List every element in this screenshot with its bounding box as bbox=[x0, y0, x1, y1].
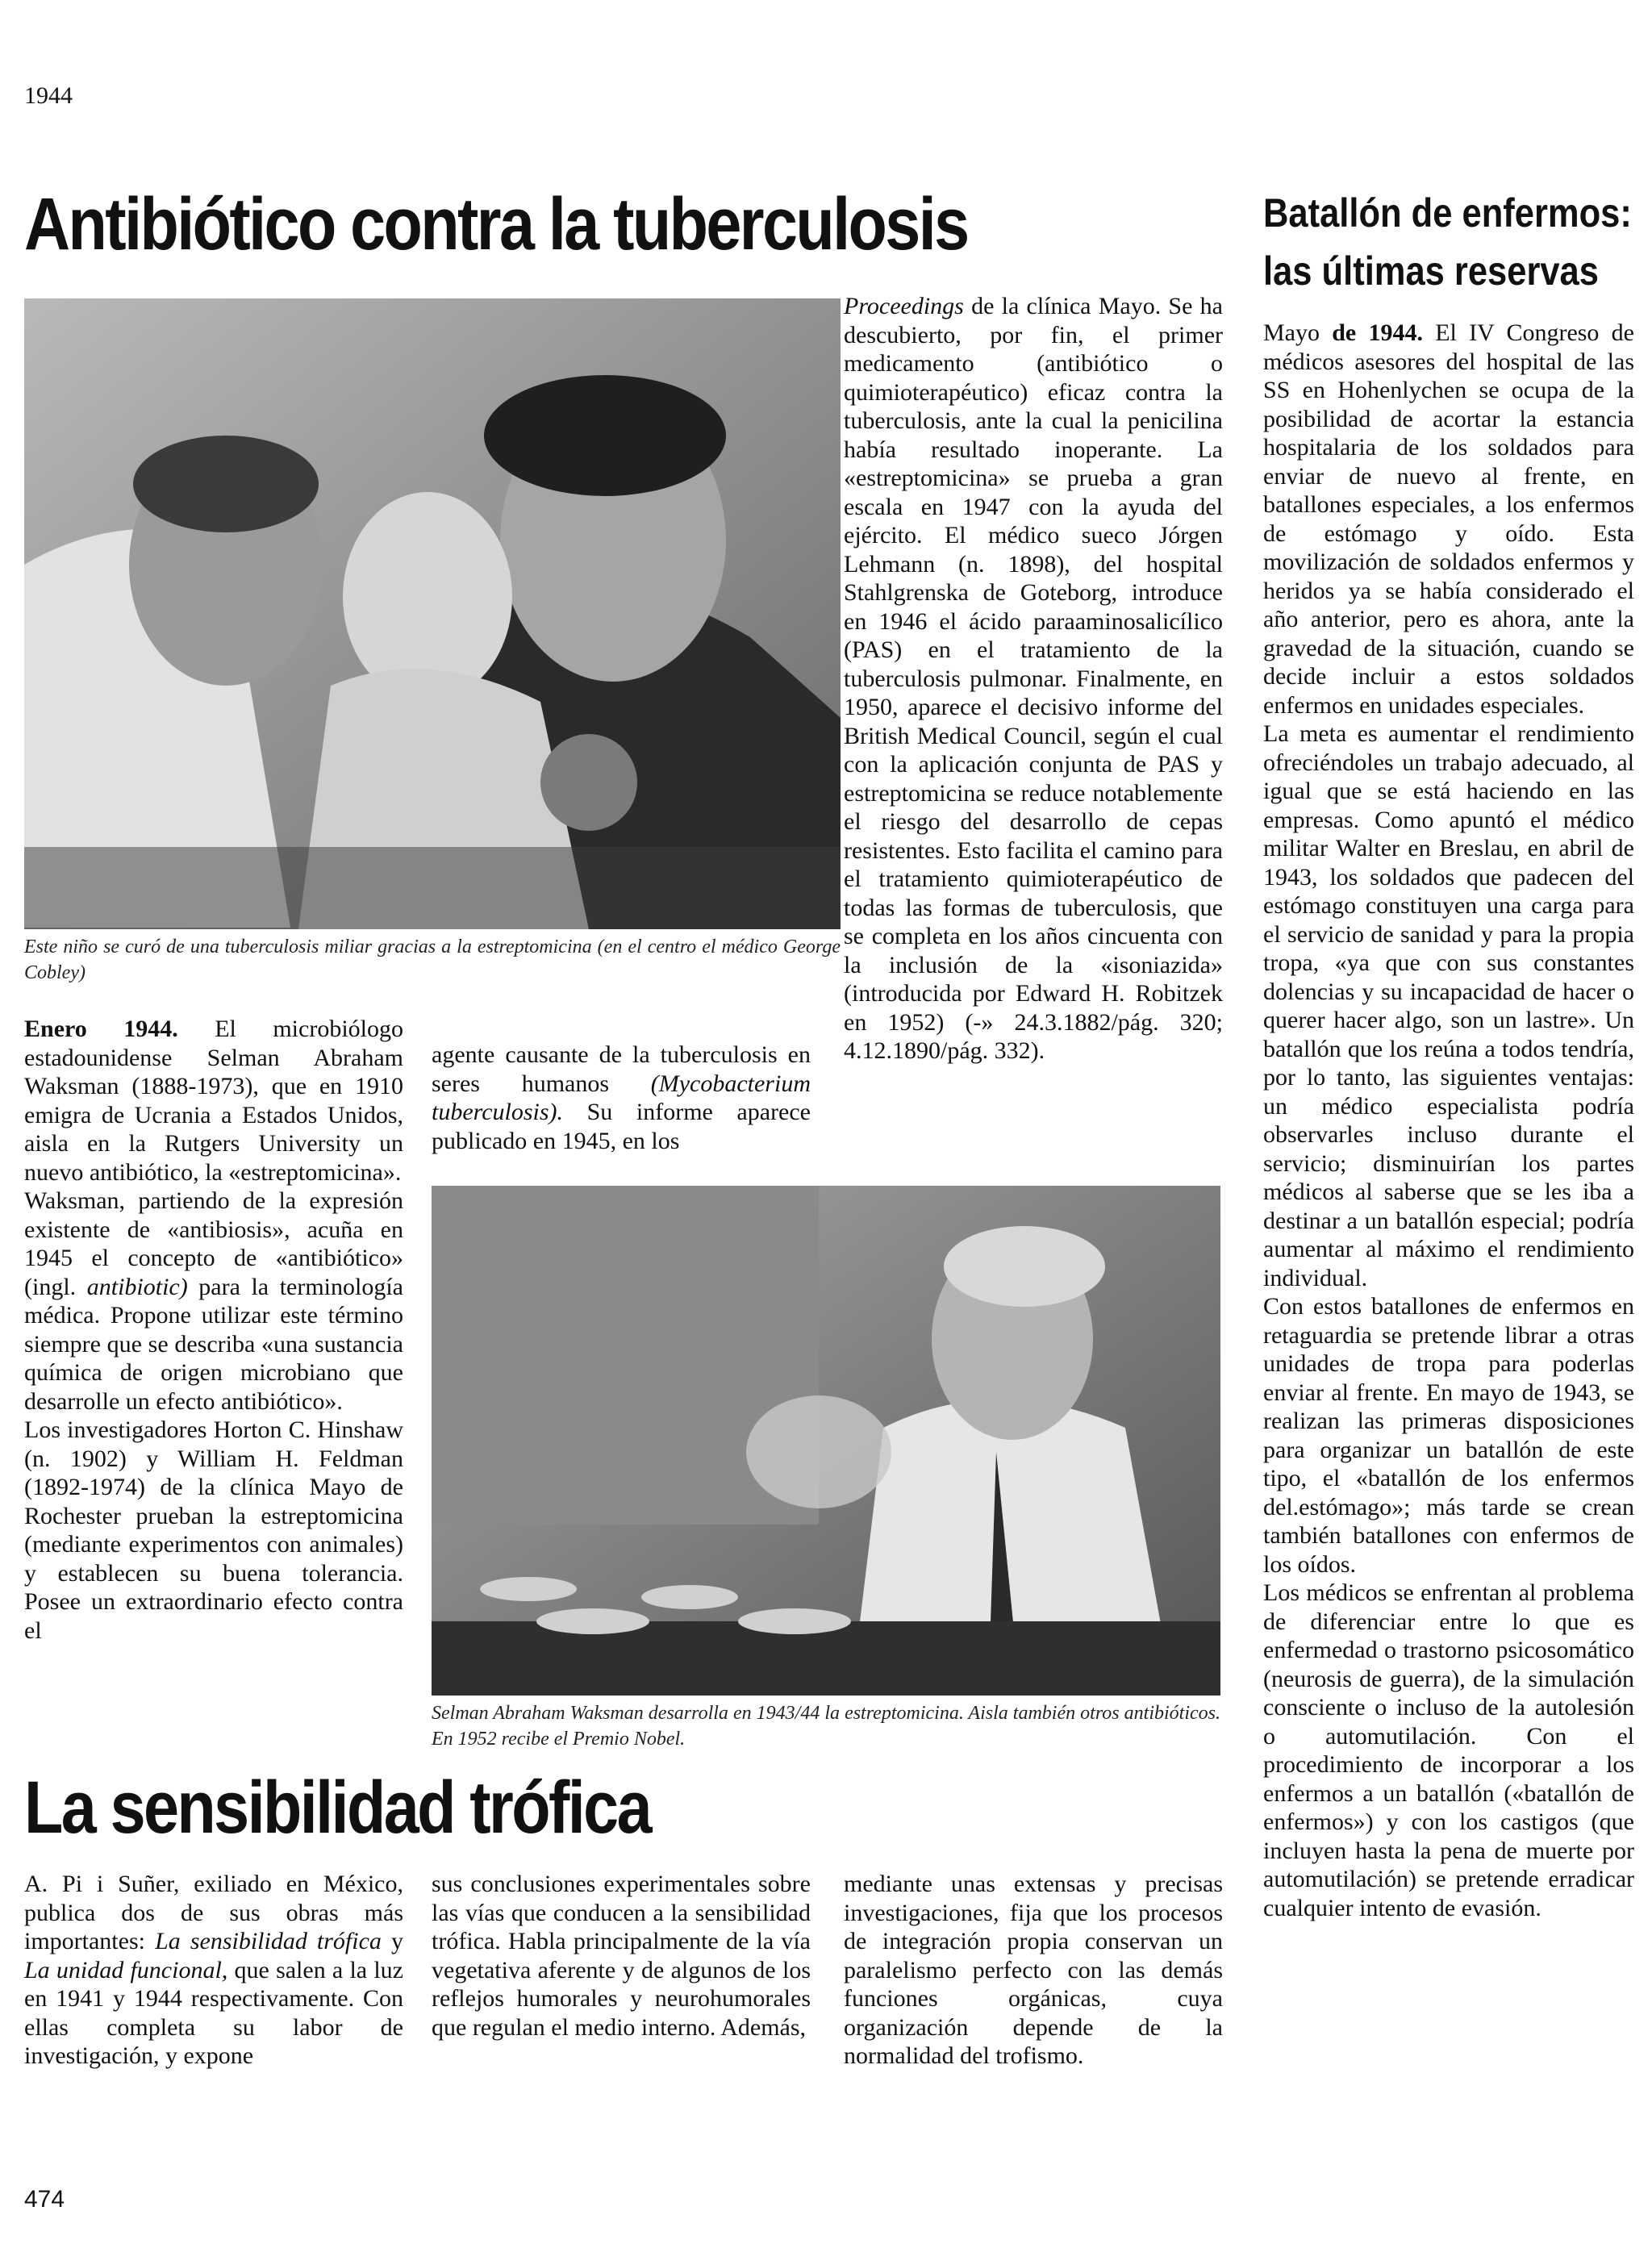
side-p3: Con estos batallones de enfermos en retaguardia se pretende librar a otras unidades de tropa para poderlas enviar al frente. En mayo de 1943, se realizan las primeras disposiciones para organizar un batallón de este tipo, el «batallón de los enfermos del.estómago»; más tarde se crean también batallones con enfermos de los oídos. bbox=[1263, 1293, 1634, 1578]
trophic-col1-c: que salen a la luz en 1941 y 1944 respectivamente. Con ellas completa su labor de investigación, y expone bbox=[24, 1956, 403, 2069]
main-col3-text: de la clínica Mayo. Se ha descubierto, por fin, el primer medicamento (antibiótico o quimioterapéutico) eficaz contra la tuberculosis, ante la cual la penicilina había resultado inoperante. La «estreptomicina» se prueba a gran escala en 1947 con la ayuda del ejército. El médico sueco Jórgen Lehmann (n. 1898), del hospital Stahlgrenska de Goteborg, introduce en 1946 el ácido paraaminosalicílico (PAS) en el tratamiento de la tuberculosis pulmonar. Finalmente, en 1950, aparece el decisivo informe del British Medical Council, según el cual con la aplicación conjunta de PAS y estreptomicina se reduce notablemente el riesgo del desarrollo de cepas resistentes. Esto facilita el camino para el tratamiento quimioterapéutico de todas las formas de tuberculosis, que se completa en los años cincuenta con la inclusión de la «isoniazida» (introducida por Edward H. Robitzek en 1952) (-» 24.3.1882/pág. 320; 4.12.1890/pág. 332). bbox=[844, 293, 1223, 1064]
trophic-col1-b: y bbox=[381, 1928, 404, 1954]
photo-waksman-image bbox=[432, 1186, 1220, 1696]
main-col1 bbox=[24, 1015, 403, 1645]
side-p1 bbox=[1263, 319, 1634, 720]
side-p2: La meta es aumentar el rendimiento ofreciéndoles un trabajo adecuado, al igual que se está haciendo en las empresas. Como apuntó el médico militar Walter en Breslau, en abril de 1943, los soldados que padecen del estómago constituyen una carga para el servicio de sanidad y para la propia tropa, «ya que con sus constantes dolencias y su incapacidad de hacer o querer hacer algo, son un lastre». Un batallón que los reúna a todos tendría, por lo tanto, las siguientes ventajas: un médico especialista podría observarles incluso durante el servicio; disminuirían los partes médicos al saberse que se les iba a destinar a un batallón especial; podría aumentar al máximo el rendimiento individual. bbox=[1263, 720, 1634, 1291]
main-col1-p2-b: para la terminología médica. Propone utilizar este término siempre que se describa «una sustancia química de origen microbiano que desarrolle un efecto antibiótico». bbox=[24, 1273, 403, 1415]
main-col1-p2-a: Waksman, partiendo de la expresión existente de «antibiosis», acuña en 1945 el concepto de «antibiótico» (ingl. bbox=[24, 1187, 403, 1300]
page-year: 1944 bbox=[24, 82, 73, 109]
trophic-col3-p: mediante unas extensas y precisas investigaciones, fija que los procesos de integración propia conservan un paralelismo perfecto con las demás funciones orgánicas, cuya organización depende de la normalidad del trofismo. bbox=[844, 1871, 1223, 2069]
trophic-col1-italic-b: La unidad funcional, bbox=[24, 1956, 228, 1983]
main-col2-a: agente causante de la tuberculosis en seres humanos bbox=[432, 1041, 811, 1097]
trophic-col1 bbox=[24, 1870, 403, 2071]
main-col1-p3: Los investigadores Horton C. Hinshaw (n. 1902) y William H. Feldman (1892-1974) de la clínica Mayo de Rochester prueban la estreptomicina (mediante experimentos con animales) y establecen su buena tolerancia. Posee un extraordinario efecto contra el bbox=[24, 1416, 403, 1644]
trophic-col2-p: sus conclusiones experimentales sobre las vías que conducen a la sensibilidad trófica. Habla principalmente de la vía vegetativa aferente y de algunos de los reflejos humorales y neurohumorales que regulan el medio interno. Además, bbox=[432, 1871, 811, 2041]
main-col1-p2 bbox=[24, 1187, 403, 1416]
main-col3-p bbox=[844, 292, 1223, 1066]
page-number: 474 bbox=[24, 2186, 65, 2213]
photo2-caption: Selman Abraham Waksman desarrolla en 1943/44 la estreptomicina. Aisla también otros antibióticos. En 1952 recibe el Premio Nobel. bbox=[432, 1703, 1220, 1750]
side-article-body bbox=[1263, 319, 1634, 1922]
trophic-col1-a: A. Pi i Suñer, exiliado en México, publica dos de sus obras más importantes: bbox=[24, 1871, 403, 1954]
main-col1-p1 bbox=[24, 1015, 403, 1187]
side-headline-line2: las últimas reservas bbox=[1263, 248, 1599, 294]
side-p4: Los médicos se enfrentan al problema de diferenciar entre lo que es enfermedad o trastorno psicosomático (neurosis de guerra), de la simulación consciente o incluso de la autolesión o automutilación. Con el procedimiento de incorporar a los enfermos a un batallón («batallón de enfermos») y con los castigos (que incluyen hasta la pena de muerte por automutilación) se pretende erradicar cualquier intento de evasión. bbox=[1263, 1579, 1634, 1921]
main-col2-italic: (Mycobacterium tuberculosis). bbox=[432, 1070, 811, 1125]
main-col2-p bbox=[432, 1041, 811, 1155]
trophic-col1-p bbox=[24, 1870, 403, 2071]
trophic-col2 bbox=[432, 1870, 811, 2042]
main-col3-italic: Proceedings bbox=[844, 293, 964, 319]
side-headline-line1: Batallón de enfermos: bbox=[1263, 190, 1632, 236]
photo-child-doctors-image bbox=[24, 298, 841, 929]
side-headline bbox=[1263, 184, 1652, 300]
trophic-col1-italic-a: La sensibilidad trófica bbox=[155, 1928, 382, 1954]
main-col2-b: Su informe aparece publicado en 1945, en los bbox=[432, 1099, 811, 1154]
side-p1-bold: de 1944. bbox=[1332, 319, 1423, 346]
main-col1-p1-text: El microbiólogo estadounidense Selman Abraham Waksman (1888-1973), que en 1910 emigra de Ucrania a Estados Unidos, aisla en la Rutgers University un nuevo antibiótico, la «estreptomicina». bbox=[24, 1016, 403, 1186]
date-lead: Enero 1944. bbox=[24, 1016, 178, 1042]
photo-child-doctors bbox=[24, 298, 841, 929]
side-p1-lead: Mayo bbox=[1263, 319, 1333, 346]
side-p1-text: El IV Congreso de médicos asesores del hospital de las SS en Hohenlychen se ocupa de la posibilidad de acortar la estancia hospitalaria de los soldados para enviar de nuevo al frente, en batallones especiales, a los enfermos de estómago y oído. Esta movilización de soldados enfermos y heridos ya se había considerado el año anterior, pero es ahora, ante la gravedad de la situación, cuando se decide incluir a estos soldados enfermos en unidades especiales. bbox=[1263, 319, 1634, 719]
main-col3 bbox=[844, 292, 1223, 1066]
trophic-col3 bbox=[844, 1870, 1223, 2071]
photo1-caption: Este niño se curó de una tuberculosis miliar gracias a la estreptomicina (en el centro el médico George Cobley) bbox=[24, 936, 841, 983]
photo-waksman bbox=[432, 1186, 1220, 1696]
trophic-headline: La sensibilidad trófica bbox=[24, 1767, 651, 1849]
main-headline: Antibiótico contra la tuberculosis bbox=[24, 183, 968, 265]
main-col1-p2-italic: antibiotic) bbox=[86, 1273, 188, 1300]
main-col2 bbox=[432, 1041, 811, 1155]
